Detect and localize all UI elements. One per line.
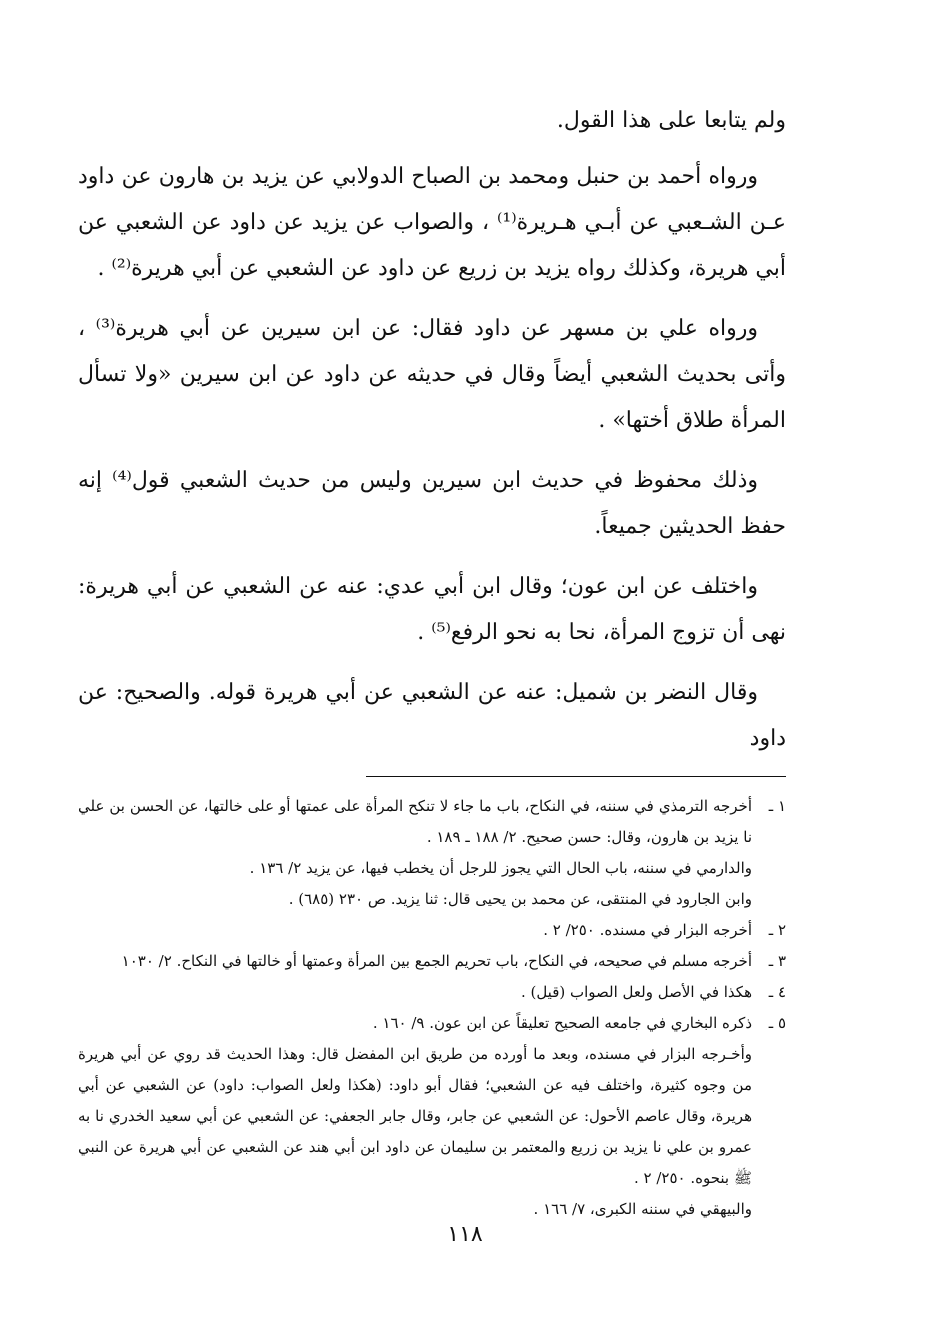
paragraph-5: واختلف عن ابن عون؛ وقال ابن أبي عدي: عنه عن الشعبي عن أبي هريرة: نهى أن تزوج المرأة، نحا به نحو الرفع⁽⁵⁾ . <box>78 574 786 645</box>
footnote-text: أخرجه مسلم في صحيحه، في النكاح، باب تحريم الجمع بين المرأة وعمتها أو خالتها في النكاح. ٢/ ١٠٣٠ <box>121 952 752 970</box>
paragraph-3: ورواه علي بن مسهر عن داود فقال: عن ابن سيرين عن أبي هريرة⁽³⁾ ، وأتى بحديث الشعبي أيضاً وقال في حديثه عن داود عن ابن سيرين «ولا تسأل المرأة طلاق أختها» . <box>78 316 786 433</box>
paragraph-4: وذلك محفوظ في حديث ابن سيرين وليس من حديث الشعبي قول⁽⁴⁾ إنه حفظ الحديثين جميعاً. <box>78 468 786 539</box>
page-number: ١١٨ <box>447 1222 483 1247</box>
paragraph-2: ورواه أحمد بن حنبل ومحمد بن الصباح الدولابي عن يزيد بن هارون عن داود عـن الشـعبي عن أبـي هـريرة⁽¹⁾ ، والصواب عن يزيد عن داود عن الشعبي عن أبي هريرة، وكذلك رواه يزيد بن زريع عن داود عن الشعبي عن أبي هريرة⁽²⁾ . <box>78 164 786 281</box>
footnote-continuation: وأخـرجه البزار في مسنده، وبعد ما أورده من طريق ابن المفضل قال: وهذا الحديث قد روي عن أبي هريرة من وجوه كثيرة، واختلف فيه عن الشعبي؛ فقال أبو داود: (هكذا ولعل الصواب: داود) عن الشعبي عن أبي هريرة، وقال عاصم الأحول: عن الشعبي عن جابر، وقال جابر الجعفي: عن الشعبي عن أبي سعيد الخدري نا به عمرو بن علي نا يزيد بن زريع والمعتمر بن سليمان عن داود ابن أبي هند عن الشعبي عن أبي هريرة عن النبي ﷺ بنحوه. ٢٥٠/ ٢ . <box>78 1045 752 1187</box>
main-text <box>78 98 786 762</box>
footnote-text: هكذا في الأصل ولعل الصواب (قيل) . <box>520 983 752 1001</box>
footnote-1 <box>78 791 786 853</box>
footnote-continuation: والدارمي في سننه، باب الحال التي يجوز للرجل أن يخطب فيها، عن يزيد ٢/ ١٣٦ . <box>249 859 752 877</box>
footnote-continuation: والبيهقي في سننه الكبرى، ٧/ ١٦٦ . <box>533 1200 752 1218</box>
footnote-separator <box>366 776 786 777</box>
footnote-text: أخرجه البزار في مسنده. ٢٥٠/ ٢ . <box>543 921 752 939</box>
footnote-2 <box>78 915 786 946</box>
footnote-3 <box>78 946 786 977</box>
footnote-4 <box>78 977 786 1008</box>
footnote-number: ٥ ـ <box>768 1014 786 1032</box>
footnote-number: ٣ ـ <box>768 952 786 970</box>
footnotes <box>78 791 786 1225</box>
footnote-text: أخرجه الترمذي في سننه، في النكاح، باب ما جاء لا تنكح المرأة على عمتها أو على خالتها، عن الحسن بن علي نا يزيد بن هارون، وقال: حسن صحيح. ٢/ ١٨٨ ـ ١٨٩ . <box>78 797 752 846</box>
page-body <box>78 98 786 1225</box>
footnote-continuation: وابن الجارود في المنتقى، عن محمد بن يحيى قال: ثنا يزيد. ص ٢٣٠ (٦٨٥) . <box>288 890 752 908</box>
paragraph-1: ولم يتابعا على هذا القول. <box>556 108 786 133</box>
footnote-number: ١ ـ <box>768 797 786 815</box>
paragraph-6: وقال النضر بن شميل: عنه عن الشعبي عن أبي هريرة قوله. والصحيح: عن داود <box>78 680 786 751</box>
footnote-5 <box>78 1008 786 1039</box>
footnote-number: ٤ ـ <box>768 983 786 1001</box>
footnote-number: ٢ ـ <box>768 921 786 939</box>
footnote-text: ذكره البخاري في جامعه الصحيح تعليقاً عن ابن عون. ٩/ ١٦٠ . <box>372 1014 752 1032</box>
